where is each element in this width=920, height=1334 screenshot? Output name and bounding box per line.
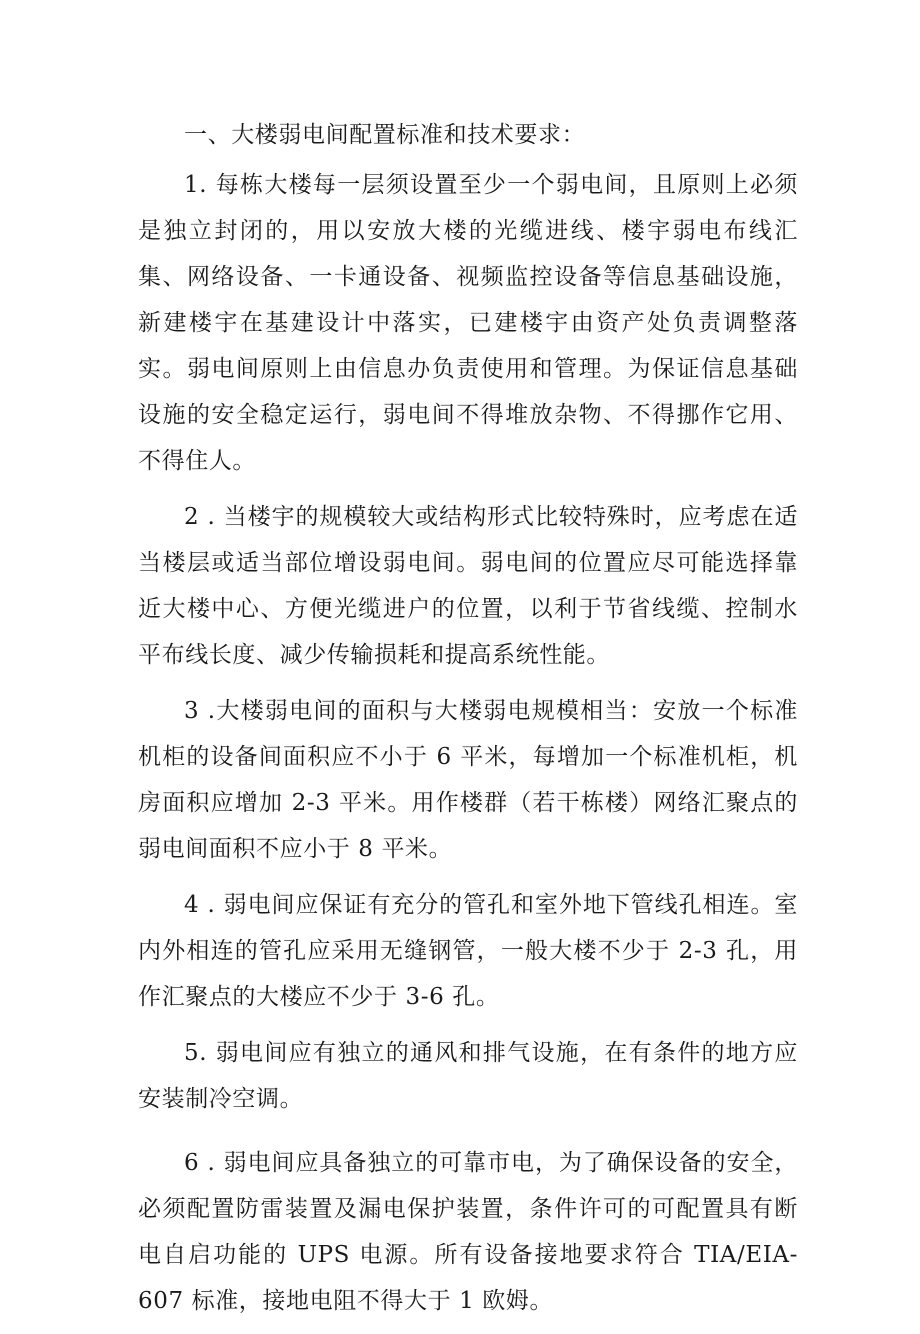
paragraph-5: 5. 弱电间应有独立的通风和排气设施，在有条件的地方应安装制冷空调。 — [138, 1040, 798, 1112]
document-body — [138, 112, 798, 1334]
paragraph-2: 2 . 当楼宇的规模较大或结构形式比较特殊时，应考虑在适当楼层或适当部位增设弱电间。弱电间的位置应尽可能选择靠近大楼中心、方便光缆进户的位置，以利于节省线缆、控制水平布线长度、减少传输损耗和提高系统性能。 — [138, 504, 798, 668]
paragraph-1: 1. 每栋大楼每一层须设置至少一个弱电间，且原则上必须是独立封闭的，用以安放大楼的光缆进线、楼宇弱电布线汇集、网络设备、一卡通设备、视频监控设备等信息基础设施，新建楼宇在基建设计中落实，已建楼宇由资产处负责调整落实。弱电间原则上由信息办负责使用和管理。为保证信息基础设施的安全稳定运行，弱电间不得堆放杂物、不得挪作它用、不得住人。 — [138, 172, 798, 474]
paragraph-6: 6 . 弱电间应具备独立的可靠市电，为了确保设备的安全，必须配置防雷装置及漏电保护装置，条件许可的可配置具有断电自启功能的 UPS 电源。所有设备接地要求符合 TIA/EIA-607 标准，接地电阻不得大于 1 欧姆。 — [138, 1150, 798, 1314]
paragraph-4: 4 . 弱电间应保证有充分的管孔和室外地下管线孔相连。室内外相连的管孔应采用无缝钢管，一般大楼不少于 2-3 孔，用作汇聚点的大楼应不少于 3-6 孔。 — [138, 892, 798, 1010]
section-heading: 一、大楼弱电间配置标准和技术要求： — [184, 122, 586, 148]
paragraph-3: 3 .大楼弱电间的面积与大楼弱电规模相当：安放一个标准机柜的设备间面积应不小于 6 平米，每增加一个标准机柜，机房面积应增加 2-3 平米。用作楼群（若干栋楼）网络汇聚点的弱电间面积不应小于 8 平米。 — [138, 698, 798, 862]
